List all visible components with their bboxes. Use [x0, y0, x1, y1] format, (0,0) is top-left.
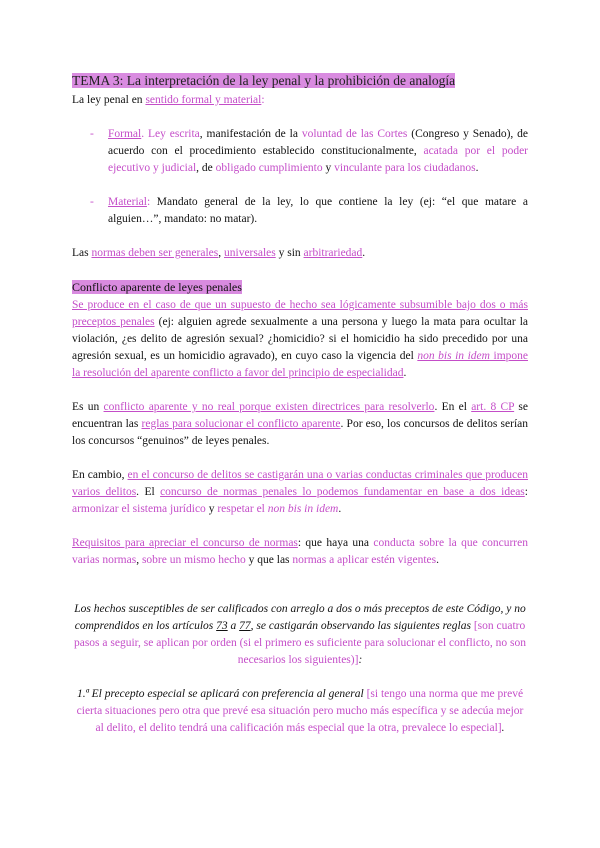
text-span: concurso de normas penales lo podemos fundamentar en base a dos ideas: [160, 486, 525, 498]
bullet-material-text: [108, 194, 528, 228]
spacer: [72, 569, 528, 601]
article-quote: [72, 601, 528, 669]
text-span: Las: [72, 247, 92, 259]
text-span: 73: [216, 620, 228, 632]
text-span: , de: [196, 162, 216, 174]
intro-text: La ley penal en: [72, 94, 146, 106]
document-title: TEMA 3: La interpretación de la ley penal y la prohibición de analogía: [72, 73, 456, 88]
text-span: armonizar el sistema jurídico: [72, 503, 206, 515]
section-heading-line: [72, 279, 528, 297]
text-span: se encuentran las: [72, 401, 528, 430]
text-span: y: [322, 162, 335, 174]
text-span: , manifestación de la: [199, 128, 302, 140]
text-span: universales: [224, 247, 276, 259]
text-span: :: [358, 654, 363, 666]
bullet-formal: [90, 126, 528, 177]
section-heading: Conflicto aparente de leyes penales: [72, 280, 242, 294]
text-span: . Por eso, los concursos de delitos serían los concursos “genuinos” de leyes penales.: [72, 418, 529, 447]
text-span: .: [475, 162, 479, 174]
text-span: ,: [136, 554, 142, 566]
conflicto-paragraph: [72, 297, 528, 382]
text-span: ,: [218, 247, 224, 259]
text-span: reglas para solucionar el conflicto aparente: [141, 418, 341, 430]
bullet-dash: -: [90, 196, 94, 208]
text-span: [son cuatro pasos a seguir, se aplican por orden (si el primero es suficiente para solucionar el conflicto, no son necesarios los siguientes)]: [73, 620, 527, 666]
text-span: en el concurso de delitos se castigarán una o varias conductas criminales que producen varios delitos: [72, 469, 529, 498]
document-content: [72, 72, 528, 737]
text-span: respetar el: [217, 503, 268, 515]
concurso-paragraph: [72, 467, 528, 518]
text-span: non bis in idem: [267, 503, 339, 515]
text-span: conflicto aparente y no real porque existen directrices para resolverlo: [103, 401, 435, 413]
text-span: obligado cumplimiento: [215, 162, 323, 174]
text-span: :: [524, 486, 528, 498]
spacer: [72, 177, 528, 194]
normas-paragraph: [72, 245, 528, 262]
intro-colon: :: [261, 94, 265, 106]
text-span: a: [227, 620, 240, 632]
rule-quote: [72, 686, 528, 737]
spacer: [72, 109, 528, 126]
text-span: impone la resolución del aparente conflicto a favor del principio de especialidad: [72, 350, 528, 379]
text-span: .: [403, 367, 407, 379]
text-span: y sin: [275, 247, 304, 259]
bullet-material-head: Material: [108, 196, 147, 208]
text-span: Se produce en el caso de que un supuesto de hecho sea lógicamente subsumible bajo dos o más preceptos penales: [72, 299, 528, 328]
text-span: sobre un mismo hecho: [141, 554, 246, 566]
spacer: [72, 382, 528, 399]
text-span: . En el: [434, 401, 472, 413]
bullet-formal-head: Formal: [108, 128, 142, 140]
text-span: :: [146, 196, 151, 208]
text-span: voluntad de las Cortes: [301, 128, 408, 140]
text-span: Mandato general de la ley, lo que contiene la ley (ej: “el que matare a alguien…”, mandato: no matar).: [108, 196, 528, 225]
text-span: .: [436, 554, 439, 566]
text-span: normas deben ser generales: [91, 247, 219, 259]
text-span: .: [362, 247, 366, 259]
spacer: [72, 669, 528, 686]
text-span: En cambio,: [72, 469, 128, 481]
aparente-paragraph: [72, 399, 528, 450]
bullet-material: [90, 194, 528, 228]
title-line: [72, 72, 528, 91]
text-span: acatada por el poder ejecutivo y judicial: [108, 145, 529, 174]
spacer: [72, 262, 528, 279]
spacer: [72, 450, 528, 467]
text-span: arbitrariedad: [303, 247, 363, 259]
text-span: (ej: alguien agrede sexualmente a una persona y luego la mata para ocultar la violación, ¿es delito de agresión sexual? ¿homicidio? si el homicidio ha sido precedido por una agresión sexual, es un homicidio agravado), en cuyo caso la vigencia del: [72, 316, 529, 362]
text-span: .: [501, 722, 505, 734]
text-span: vinculante para los ciudadanos: [334, 162, 476, 174]
spacer: [72, 228, 528, 245]
text-span: .: [338, 503, 342, 515]
text-span: . Ley escrita: [141, 128, 200, 140]
text-span: art. 8 CP: [471, 401, 515, 413]
text-span: 77: [239, 620, 251, 632]
requisitos-paragraph: [72, 535, 528, 569]
intro-paragraph: [72, 92, 528, 109]
text-span: conducta sobre la que concurren varias normas: [72, 537, 528, 566]
text-span: y: [205, 503, 218, 515]
text-span: normas a aplicar estén vigentes: [292, 554, 437, 566]
bullet-formal-text: [108, 126, 528, 177]
text-span: 1.ª El precepto especial se aplicará con preferencia al general: [76, 688, 364, 700]
text-span: . El: [136, 486, 161, 498]
text-span: [si tengo una norma que me prevé cierta situaciones pero otra que prevé esa situación pero mucho más específica y se adecúa mejor al delito, el delito tendrá una calificación más especial que la otra, prevalece lo especial]: [76, 688, 524, 734]
text-span: y que las: [245, 554, 293, 566]
text-span: non bis in idem: [417, 350, 490, 362]
text-span: Requisitos para apreciar el concurso de normas: [72, 537, 298, 549]
spacer: [72, 518, 528, 535]
text-span: : que haya una: [297, 537, 374, 549]
text-span: (Congreso y Senado), de acuerdo con el procedimiento establecido constitucionalmente,: [108, 128, 529, 157]
intro-highlight: sentido formal y material: [145, 94, 262, 106]
bullet-dash: -: [90, 128, 94, 140]
text-span: , se castigarán observando las siguientes reglas: [250, 620, 471, 632]
text-span: Es un: [72, 401, 104, 413]
text-span: Los hechos susceptibles de ser calificados con arreglo a dos o más preceptos de este Código, y no comprendidos en los artículos: [74, 603, 526, 632]
